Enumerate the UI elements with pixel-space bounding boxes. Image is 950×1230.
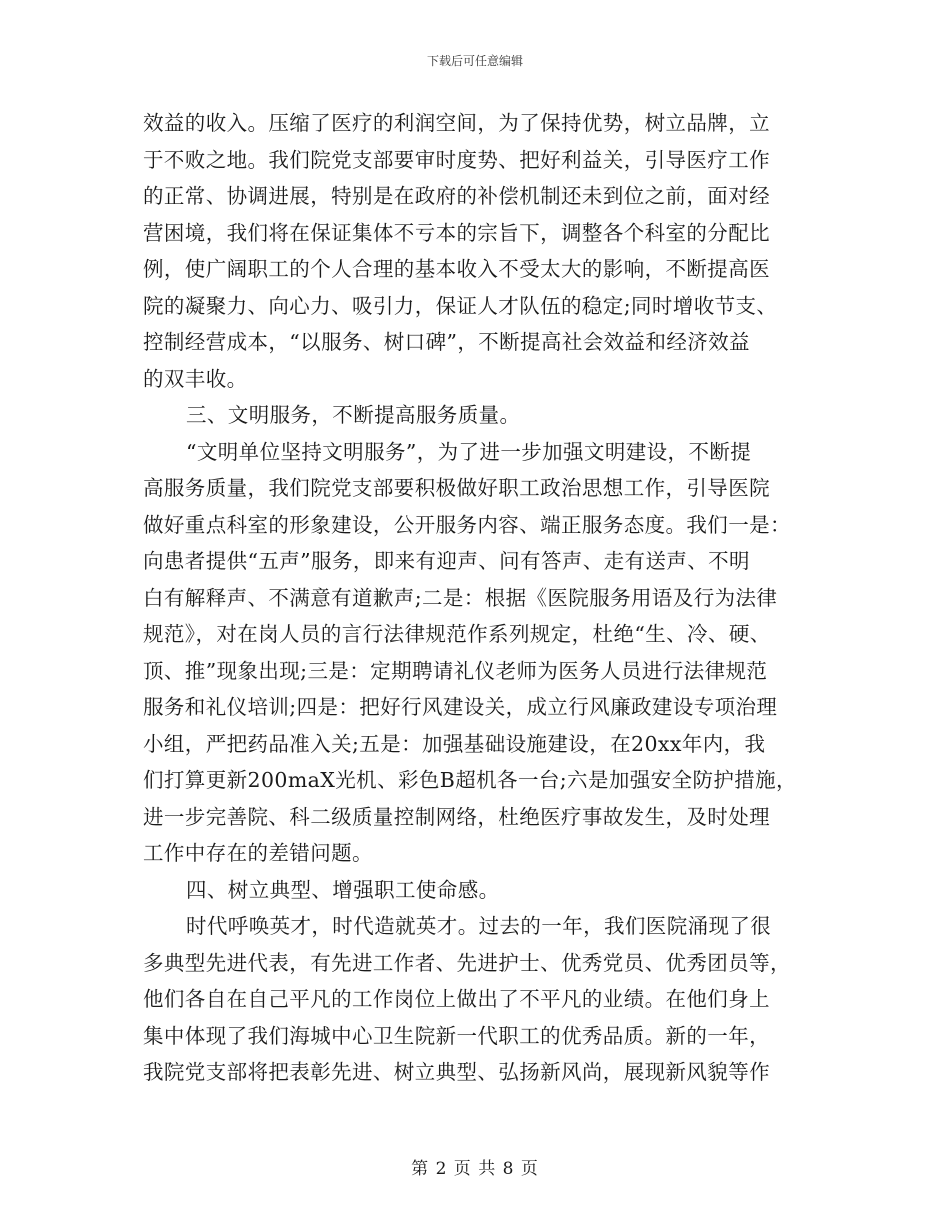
- text-line: 高服务质量，我们院党支部要积极做好职工政治思想工作，引导医院: [143, 476, 770, 500]
- text-line: 顶、推”现象出现;三是：定期聘请礼仪老师为医务人员进行法律规范: [143, 658, 768, 683]
- section-heading: 三、文明服务，不断提高服务质量。: [186, 403, 521, 427]
- text-line: 的双丰收。: [143, 366, 248, 391]
- text-line: 集中体现了我们海城中心卫生院新一代职工的优秀品质。新的一年，: [143, 1023, 770, 1048]
- text-line: 做好重点科室的形象建设，公开服务内容、端正服务态度。我们一是：: [143, 512, 791, 537]
- text-line: 的正常、协调进展，特别是在政府的补偿机制还未到位之前，面对经: [143, 184, 770, 208]
- text-line: 向患者提供“五声”服务，即来有迎声、问有答声、走有送声、不明: [143, 549, 750, 573]
- text-line: 多典型先进代表，有先进工作者、先进护士、优秀党员、优秀团员等，: [143, 950, 791, 975]
- text-line: 效益的收入。压缩了医疗的利润空间，为了保持优势，树立品牌，立: [143, 111, 770, 135]
- text-line: 控制经营成本，“以服务、树口碑”，不断提高社会效益和经济效益: [143, 330, 750, 354]
- text-line: 工作中存在的差错问题。: [143, 841, 373, 865]
- text-line: 院的凝聚力、向心力、吸引力，保证人才队伍的稳定;同时增收节支、: [143, 293, 778, 318]
- text-line: 白有解释声、不满意有道歉声;二是：根据《医院服务用语及行为法律: [143, 585, 778, 610]
- section-heading: 四、树立典型、增强职工使命感。: [186, 877, 500, 902]
- page-header: 下载后可任意编辑: [426, 54, 523, 68]
- text-line: 小组，严把药品准入关;五是：加强基础设施建设，在20xx年内，我: [143, 731, 766, 756]
- text-line: 例，使广阔职工的个人合理的基本收入不受太大的影响，不断提高医: [143, 257, 770, 281]
- text-line: 我院党支部将把表彰先进、树立典型、弘扬新风尚，展现新风貌等作: [143, 1060, 770, 1084]
- text-line: 服务和礼仪培训;四是：把好行风建设关，成立行风廉政建设专项治理: [143, 695, 778, 719]
- text-line: 们打算更新200maX光机、彩色B超机各一台;六是加强安全防护措施，: [143, 768, 797, 792]
- text-line: 时代呼唤英才，时代造就英才。过去的一年，我们医院涌现了很: [186, 914, 772, 938]
- text-line: 营困境，我们将在保证集体不亏本的宗旨下，调整各个科室的分配比: [143, 220, 770, 245]
- text-line: 进一步完善院、科二级质量控制网络，杜绝医疗事故发生，及时处理: [143, 804, 770, 829]
- text-line: 于不败之地。我们院党支部要审时度势、把好利益关，引导医疗工作: [143, 147, 770, 172]
- page-number: 第 2 页 共 8 页: [411, 1159, 539, 1179]
- text-line: 规范》，对在岗人员的言行法律规范作系列规定，杜绝“生、冷、硬、: [143, 622, 771, 646]
- text-line: “文明单位坚持文明服务”，为了进一步加强文明建设，不断提: [186, 439, 752, 464]
- document-body: [143, 105, 808, 1091]
- text-line: 他们各自在自己平凡的工作岗位上做出了不平凡的业绩。在他们身上: [143, 987, 770, 1011]
